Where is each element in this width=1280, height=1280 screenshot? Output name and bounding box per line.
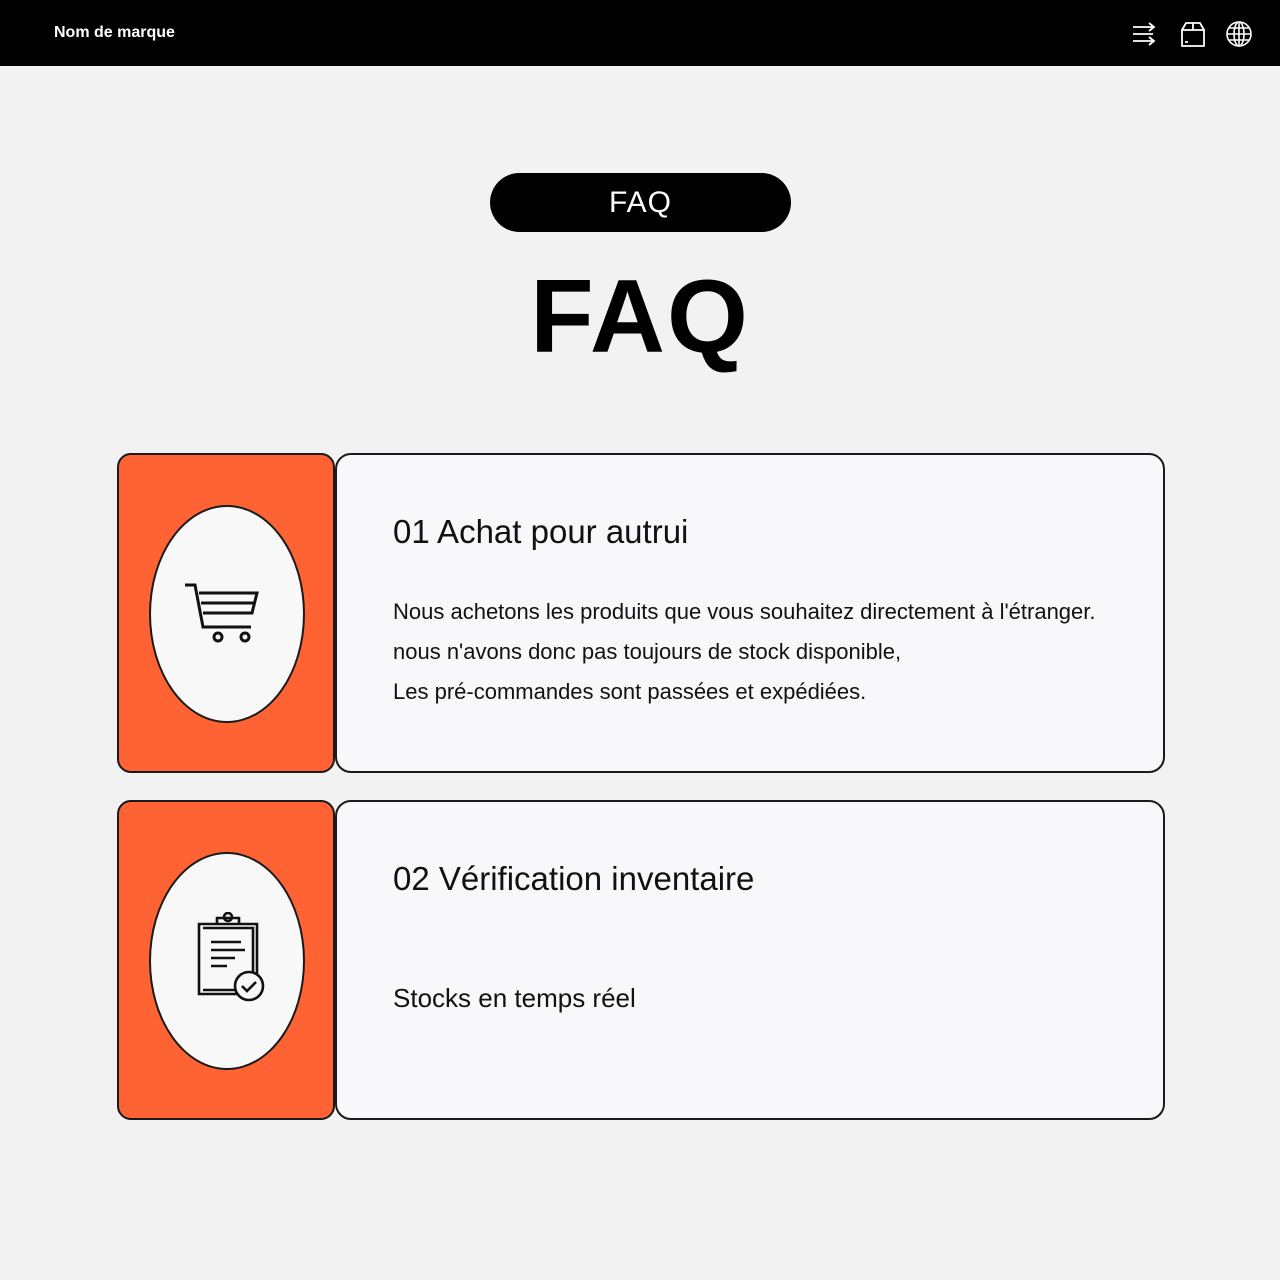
globe-icon[interactable]: [1225, 20, 1253, 48]
top-bar: [0, 0, 1280, 66]
faq-item[interactable]: [335, 800, 1165, 1120]
faq-badge: FAQ: [490, 173, 791, 232]
answer-line: Les pré-commandes sont passées et expédiées.: [393, 679, 867, 704]
brand-name[interactable]: Nom de marque: [54, 24, 175, 41]
icon-oval: [149, 505, 305, 723]
answer-line: nous n'avons donc pas toujours de stock disponible,: [393, 639, 902, 664]
faq-icon-panel: [117, 800, 335, 1120]
faq-item[interactable]: [335, 453, 1165, 773]
menu-arrows-icon[interactable]: [1131, 20, 1159, 48]
answer-line: Stocks en temps réel: [393, 983, 636, 1013]
faq-question: 02 Vérification inventaire: [393, 860, 755, 897]
faq-question: 01 Achat pour autrui: [393, 513, 689, 550]
icon-oval: [149, 852, 305, 1070]
page-title: FAQ: [530, 259, 750, 375]
faq-answer: [393, 592, 1096, 712]
answer-line: Nous achetons les produits que vous souhaitez directement à l'étranger.: [393, 599, 1096, 624]
faq-answer: [393, 978, 636, 1018]
box-icon[interactable]: [1179, 20, 1207, 48]
cart-icon: [181, 577, 277, 649]
faq-icon-panel: [117, 453, 335, 773]
clipboard-check-icon: [181, 912, 277, 1002]
